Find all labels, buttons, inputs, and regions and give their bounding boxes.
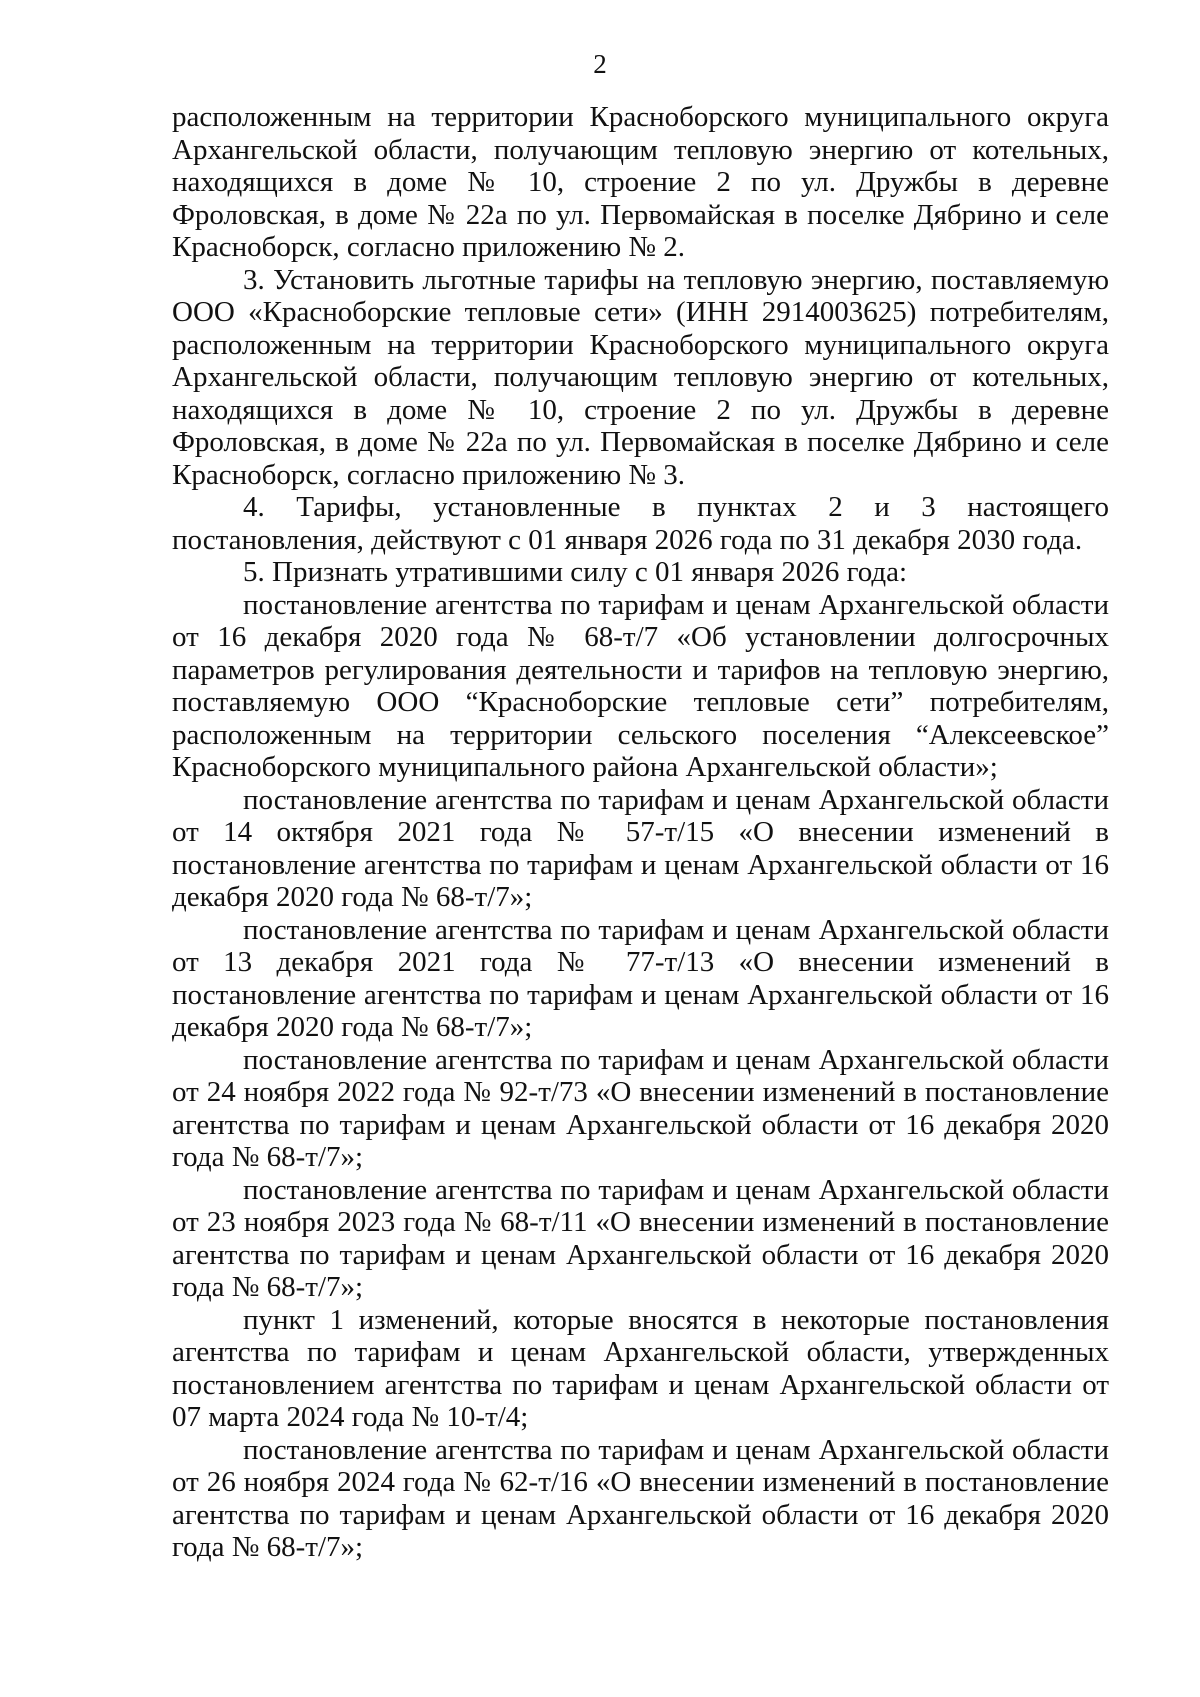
repealed-act-3: постановление агентства по тарифам и ценам Архангельской области от 13 декабря 2021 года № 77-т/13 «О внесении изменений в постановление агентства по тарифам и ценам Архангельской области от 16 декабря 2020 года № 68-т/7»; — [172, 913, 1109, 1043]
repealed-act-5: постановление агентства по тарифам и ценам Архангельской области от 23 ноября 2023 года № 68-т/11 «О внесении изменений в постановление агентства по тарифам и ценам Архангельской области от 16 декабря 2020 года № 68-т/7»; — [172, 1173, 1109, 1303]
repealed-act-4: постановление агентства по тарифам и ценам Архангельской области от 24 ноября 2022 года № 92-т/73 «О внесении изменений в постановление агентства по тарифам и ценам Архангельской области от 16 декабря 2020 года № 68-т/7»; — [172, 1043, 1109, 1173]
page-number: 2 — [593, 49, 607, 79]
repealed-act-7: постановление агентства по тарифам и ценам Архангельской области от 26 ноября 2024 года № 62-т/16 «О внесении изменений в постановление агентства по тарифам и ценам Архангельской области от 16 декабря 2020 года № 68-т/7»; — [172, 1433, 1109, 1563]
paragraph-item-3: 3. Установить льготные тарифы на тепловую энергию, поставляемую ООО «Красноборские тепловые сети» (ИНН 2914003625) потребителям, расположенным на территории Красноборского муниципального округа Архангельской области, получающим тепловую энергию от котельных, находящихся в доме № 10, строение 2 по ул. Дружбы в деревне Фроловская, в доме № 22а по ул. Первомайская в поселке Дябрино и селе Красноборск, согласно приложению № 3. — [172, 263, 1109, 491]
document-body — [172, 101, 1109, 1564]
repealed-act-6: пункт 1 изменений, которые вносятся в некоторые постановления агентства по тарифам и ценам Архангельской области, утвержденных постановлением агентства по тарифам и ценам Архангельской области от 07 марта 2024 года № 10-т/4; — [172, 1303, 1109, 1433]
repealed-act-2: постановление агентства по тарифам и ценам Архангельской области от 14 октября 2021 года № 57-т/15 «О внесении изменений в постановление агентства по тарифам и ценам Архангельской области от 16 декабря 2020 года № 68-т/7»; — [172, 783, 1109, 913]
paragraph-continuation: расположенным на территории Красноборского муниципального округа Архангельской области, получающим тепловую энергию от котельных, находящихся в доме № 10, строение 2 по ул. Дружбы в деревне Фроловская, в доме № 22а по ул. Первомайская в поселке Дябрино и селе Красноборск, согласно приложению № 2. — [172, 101, 1109, 263]
paragraph-item-4: 4. Тарифы, установленные в пунктах 2 и 3 настоящего постановления, действуют с 01 января 2026 года по 31 декабря 2030 года. — [172, 491, 1109, 556]
paragraph-item-5: 5. Признать утратившими силу с 01 января 2026 года: — [243, 556, 908, 588]
repealed-act-1: постановление агентства по тарифам и ценам Архангельской области от 16 декабря 2020 года № 68-т/7 «Об установлении долгосрочных параметров регулирования деятельности и тарифов на тепловую энергию, поставляемую ООО “Красноборские тепловые сети” потребителям, расположенным на территории сельского поселения “Алексеевское” Красноборского муниципального района Архангельской области»; — [172, 588, 1109, 783]
